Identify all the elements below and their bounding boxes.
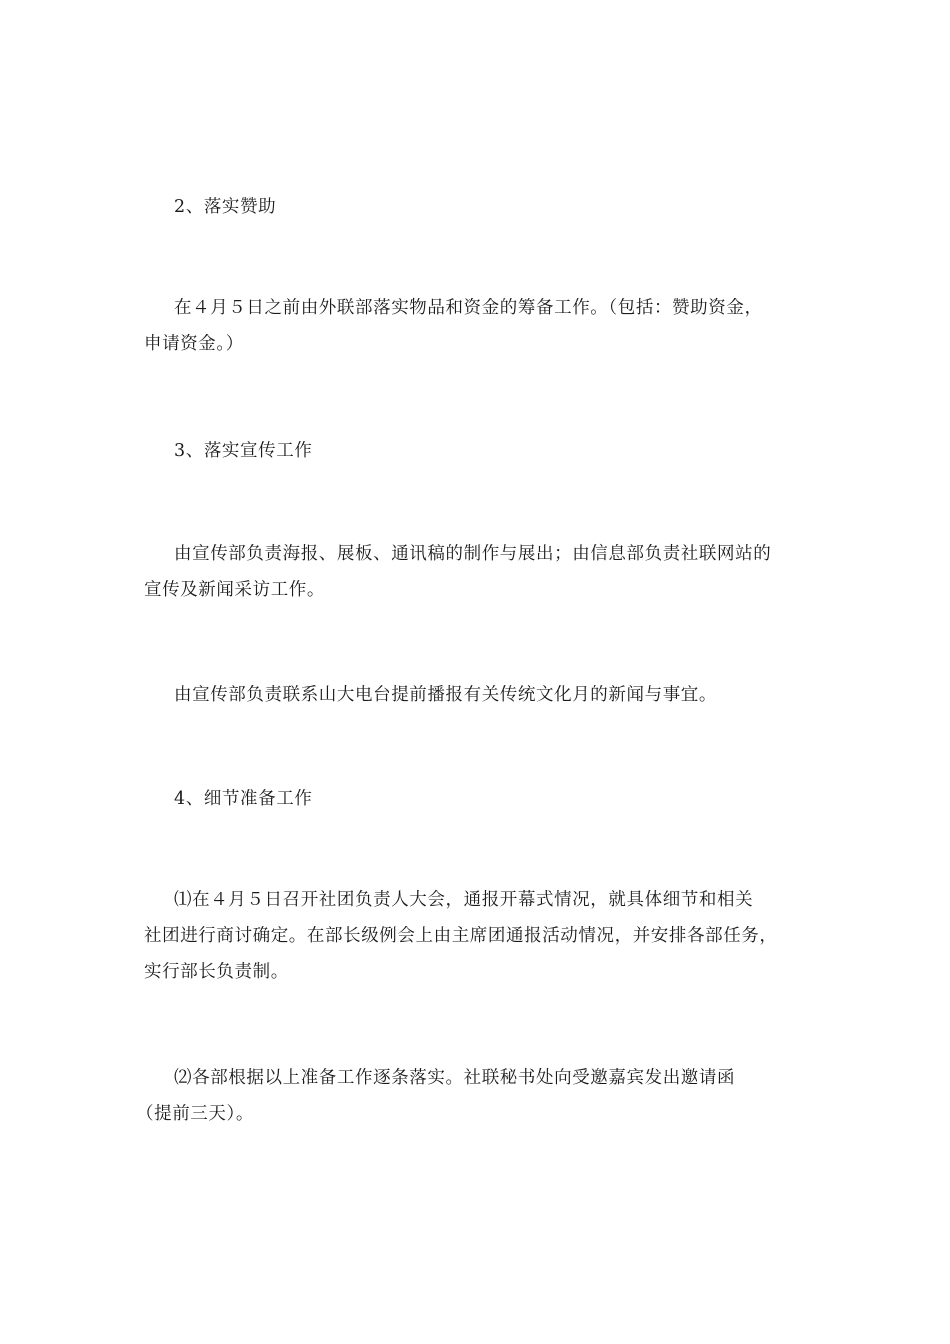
paragraph-line: 社团进行商讨确定。在部长级例会上由主席团通报活动情况，并安排各部任务， [144,926,778,946]
paragraph-line: 申请资金。） [144,334,244,354]
paragraph-line: ⑵各部根据以上准备工作逐条落实。社联秘书处向受邀嘉宾发出邀请函 [174,1068,736,1088]
heading-text: 2、落实赞助 [174,197,277,217]
paragraph-radio [144,677,809,713]
paragraph-detail-2 [136,1060,809,1132]
paragraph-detail-1 [144,882,809,990]
paragraph-line: （提前三天）。 [136,1104,254,1124]
paragraph-line: 由宣传部负责联系山大电台提前播报有关传统文化月的新闻与事宜。 [174,685,717,705]
heading-text: 3、落实宣传工作 [174,441,313,461]
paragraph-line: ⑴在４月５日召开社团负责人大会，通报开幕式情况，就具体细节和相关 [174,890,754,910]
section-heading-2 [144,189,809,225]
paragraph-line: 宣传及新闻采访工作。 [144,580,325,600]
heading-text: 4、细节准备工作 [174,789,313,809]
paragraph-publicity [144,536,809,608]
paragraph-line: 由宣传部负责海报、展板、通讯稿的制作与展出；由信息部负责社联网站的 [174,544,772,564]
paragraph-line: 实行部长负责制。 [144,962,289,982]
paragraph-sponsorship [144,290,809,362]
section-heading-4 [144,781,809,817]
section-heading-3 [144,433,809,469]
paragraph-line: 在４月５日之前由外联部落实物品和资金的筹备工作。（包括：赞助资金， [174,298,763,318]
